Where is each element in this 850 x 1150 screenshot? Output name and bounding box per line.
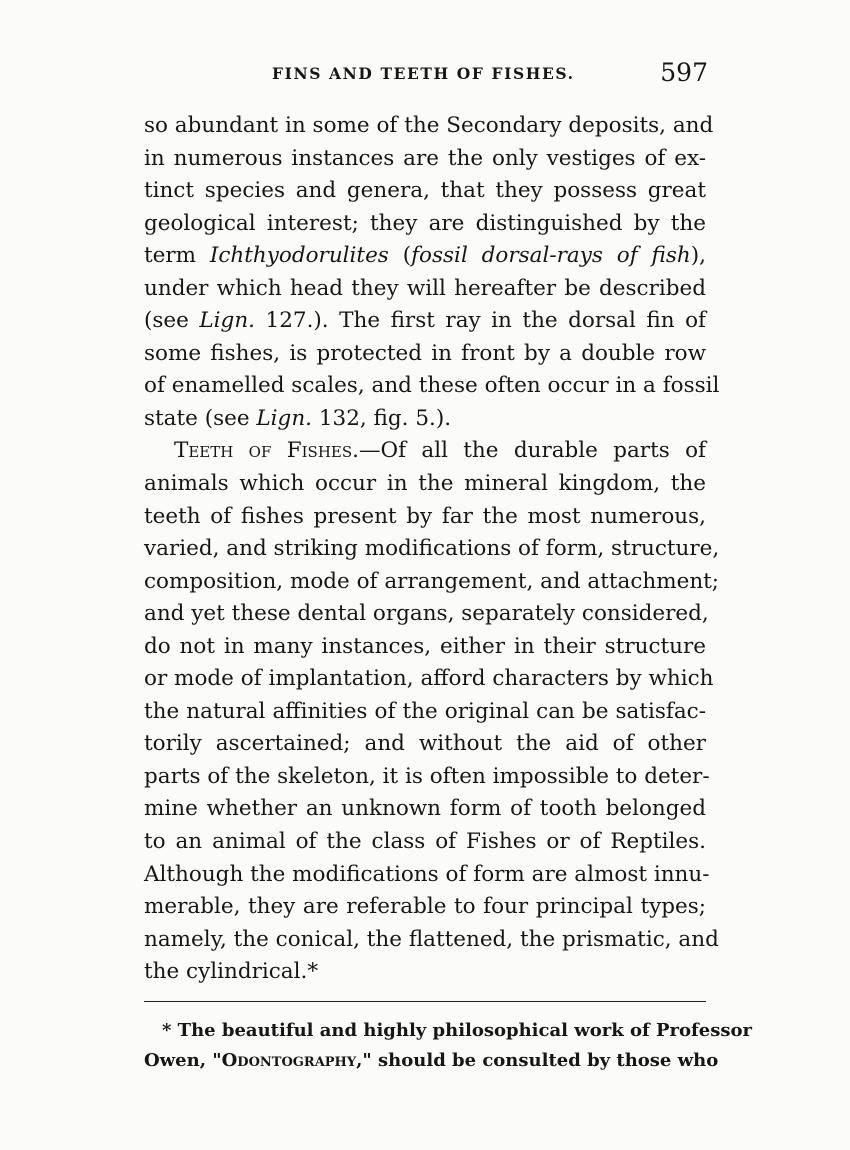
text-fragment: 132, fig. 5.).: [312, 405, 452, 431]
text-fragment: state (see: [144, 405, 257, 431]
text-line: under which head they will hereafter be described: [144, 275, 706, 301]
text-line: animals which occur in the mineral kingdom, the: [144, 471, 706, 497]
text-line: [144, 403, 706, 436]
body-text: [144, 110, 720, 989]
text-line: [144, 305, 706, 338]
footnote-rule: [144, 1001, 706, 1002]
text-line: or mode of implantation, afford characters by which: [144, 666, 714, 692]
text-line: Although the modifications of form are almost innu-: [144, 861, 710, 887]
running-title: FINS AND TEETH OF FISHES.: [272, 64, 575, 83]
text-line: of enamelled scales, and these often occur in a fossil: [144, 373, 720, 399]
text-fragment: Owen, ": [144, 1050, 222, 1071]
text-fragment: term: [144, 243, 210, 269]
italic-reference: Lign.: [256, 405, 313, 431]
footnote-line: * The beautiful and highly philosophical work of Professor: [162, 1020, 752, 1041]
text-line: so abundant in some of the Secondary deposits, and: [144, 113, 714, 138]
text-line: [144, 435, 706, 468]
text-line: varied, and striking modifications of form, structure,: [144, 536, 720, 562]
text-line: tinct species and genera, that they possess great: [144, 178, 706, 204]
section-heading: Teeth of Fishes.: [174, 438, 359, 464]
text-fragment: 127.). The first ray in the dorsal fin of: [255, 308, 707, 334]
text-line: parts of the skeleton, it is often impossible to deter-: [144, 763, 710, 789]
text-line: teeth of fishes present by far the most numerous,: [144, 503, 706, 529]
text-line: merable, they are referable to four principal types;: [144, 894, 706, 920]
text-line: the natural affinities of the original can be satisfac-: [144, 698, 706, 724]
text-line: and yet these dental organs, separately considered,: [144, 601, 709, 627]
footnote: [144, 1016, 752, 1076]
text-line: the cylindrical.*: [144, 959, 319, 985]
footnote-line: [144, 1046, 719, 1076]
text-fragment: —Of all the durable parts of: [358, 438, 706, 464]
italic-reference: Lign.: [199, 308, 256, 334]
text-fragment: (see: [144, 308, 200, 334]
text-fragment: (: [388, 243, 412, 269]
italic-gloss: fossil dorsal-rays of fish: [411, 243, 691, 269]
text-line: do not in many instances, either in their structure: [144, 633, 706, 659]
text-line: to an animal of the class of Fishes or of Reptiles.: [144, 829, 706, 855]
text-line: composition, mode of arrangement, and attachment;: [144, 568, 720, 594]
text-line: some fishes, is protected in front by a double row: [144, 340, 706, 366]
page-header: [146, 58, 708, 94]
text-fragment: ," should be consulted by those who: [356, 1050, 719, 1071]
book-title: Odontography: [221, 1050, 357, 1071]
text-line: namely, the conical, the flattened, the prismatic, and: [144, 926, 719, 952]
italic-term: Ichthyodorulites: [209, 243, 389, 269]
text-line: in numerous instances are the only vestiges of ex-: [144, 145, 706, 171]
text-line: geological interest; they are distinguished by the: [144, 210, 706, 236]
text-line: torily ascertained; and without the aid of other: [144, 731, 706, 757]
text-line: mine whether an unknown form of tooth belonged: [144, 796, 706, 822]
text-fragment: ),: [690, 243, 706, 269]
page-number: 597: [660, 58, 708, 87]
text-line: [144, 240, 706, 273]
